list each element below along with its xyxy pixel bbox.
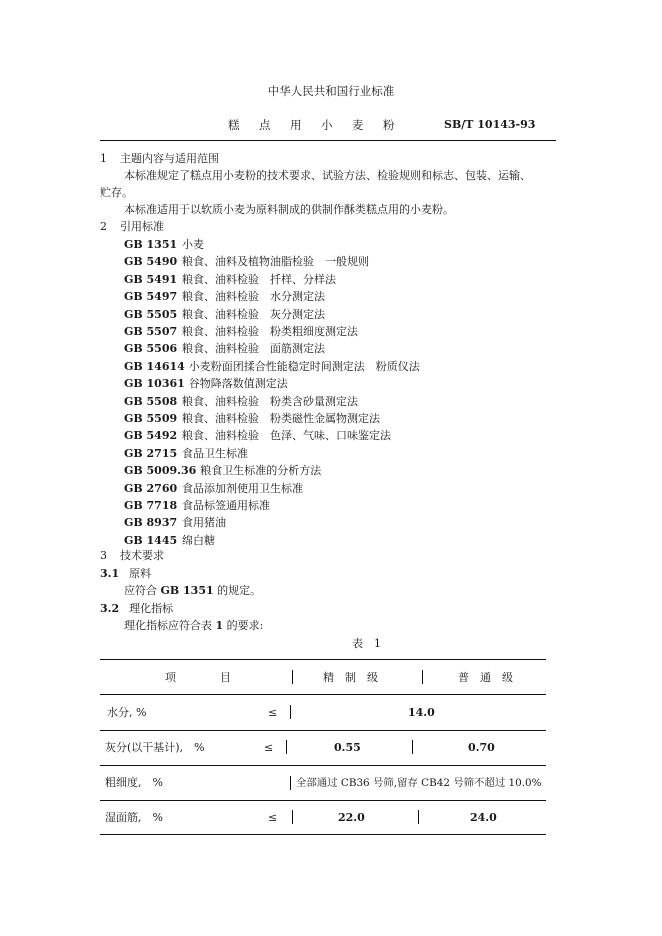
- reference-code: GB 5009.36: [124, 464, 197, 478]
- section-3-1-heading: [100, 567, 151, 581]
- section-3-1-text: 应符合 GB 1351 的规定。: [124, 584, 262, 597]
- reference-code: GB 8937: [124, 516, 178, 530]
- reference-code: GB 5497: [124, 290, 178, 304]
- table-row-operator: ≤: [268, 811, 278, 824]
- standard-name-char: 麦: [352, 118, 364, 132]
- reference-item: [124, 482, 303, 496]
- reference-code: GB 1445: [124, 533, 178, 547]
- section-2-heading: [100, 220, 164, 234]
- section-title: 技术要求: [120, 549, 164, 562]
- reference-item: [124, 238, 204, 252]
- section-number: 3: [100, 549, 107, 562]
- table-rule: [100, 765, 546, 766]
- reference-code: GB 5506: [124, 342, 178, 356]
- table-rule: [100, 659, 546, 660]
- reference-item: [124, 499, 270, 513]
- table-cell-fine: 0.55: [334, 741, 361, 754]
- reference-item: [124, 308, 325, 322]
- reference-item: [124, 377, 288, 391]
- reference-item: [124, 447, 248, 461]
- standard-name-char: 糕: [228, 118, 240, 132]
- reference-code: GB 5509: [124, 412, 178, 425]
- reference-title: 粮食卫生标准的分析方法: [200, 464, 322, 478]
- section-number: 2: [100, 220, 107, 233]
- reference-title: 谷物降落数值测定法: [188, 377, 288, 391]
- reference-item: [124, 395, 358, 409]
- standard-name-char: 用: [290, 118, 302, 132]
- reference-code: GB 14614: [124, 359, 185, 373]
- reference-code: GB 10361: [124, 377, 185, 391]
- table-caption: 表 1: [352, 637, 381, 650]
- table-row-operator: ≤: [268, 706, 278, 719]
- reference-item: [124, 464, 321, 478]
- table-row-item: 粗细度, %: [105, 776, 163, 789]
- reference-title: 小麦: [182, 238, 204, 251]
- reference-item: [124, 342, 325, 356]
- reference-item: [124, 255, 369, 269]
- document-org-title: 中华人民共和国行业标准: [267, 84, 395, 98]
- section-title: 主题内容与适用范围: [120, 152, 219, 165]
- reference-title: 粮食、油料检验 粉类磁性金属物测定法: [182, 412, 380, 425]
- reference-title: 食品标签通用标准: [182, 499, 270, 512]
- reference-item: [124, 273, 336, 287]
- reference-title: 粮食、油料检验 水分测定法: [182, 290, 325, 304]
- table-rule: [100, 800, 546, 801]
- reference-code: GB 5492: [124, 429, 178, 443]
- table-cell-merged: 全部通过 CB36 号筛,留存 CB42 号筛不超过 10.0%: [296, 777, 542, 789]
- table-rule: [100, 730, 546, 731]
- section-1-heading: [100, 152, 219, 166]
- reference-title: 粮食、油料检验 粉类含砂量测定法: [182, 394, 358, 408]
- reference-title: 粮食、油料及植物油脂检验 一般规则: [182, 255, 369, 269]
- table-cell-fine: 22.0: [338, 811, 365, 824]
- reference-title: 小麦粉面团揉合性能稳定时间测定法 粉质仪法: [188, 359, 420, 373]
- section-3-2-heading: [100, 602, 173, 616]
- table-row-operator: ≤: [264, 741, 274, 754]
- table-rule: [100, 694, 546, 695]
- subsection-title: 原料: [129, 567, 152, 580]
- table-cell-normal: 0.70: [468, 741, 495, 754]
- reference-code: GB 5507: [124, 325, 178, 338]
- standard-name-char: 小: [321, 118, 333, 132]
- reference-item: [124, 360, 420, 374]
- reference-code: GB 2760: [124, 481, 178, 495]
- subsection-number: 3.1: [100, 567, 120, 580]
- reference-title: 绵白糖: [182, 533, 215, 547]
- standard-name-char: 点: [259, 118, 271, 132]
- reference-item: [124, 516, 226, 530]
- table-cell-normal: 24.0: [470, 811, 497, 824]
- section-3-2-text: 理化指标应符合表 1 的要求:: [124, 619, 264, 632]
- reference-title: 食用猪油: [182, 516, 226, 530]
- table-header-item: 项 目: [165, 671, 231, 684]
- standard-code: SB/T 10143-93: [444, 118, 536, 131]
- reference-title: 粮食、油料检验 扦样、分样法: [182, 272, 336, 286]
- table-cell-merged: 14.0: [408, 706, 435, 719]
- reference-title: 粮食、油料检验 面筋测定法: [182, 342, 325, 356]
- reference-item: [124, 412, 380, 426]
- reference-code: GB 2715: [124, 446, 178, 460]
- reference-title: 粮食、油料检验 色泽、气味、口味鉴定法: [182, 429, 391, 443]
- section-1-para2: 本标准适用于以软质小麦为原料制成的供制作酥类糕点用的小麦粉。: [124, 203, 454, 216]
- reference-code: GB 7718: [124, 499, 178, 512]
- table-row-item: 水分, %: [107, 706, 147, 719]
- reference-code: GB 5508: [124, 394, 178, 408]
- reference-item: [124, 290, 325, 304]
- subsection-title: 理化指标: [129, 602, 174, 615]
- table-header-fine-grade: 精 制 级: [323, 671, 378, 684]
- reference-title: 粮食、油料检验 粉类粗细度测定法: [182, 325, 358, 338]
- table-row-item: 灰分(以干基计), %: [105, 741, 205, 754]
- reference-code: GB 5505: [124, 307, 178, 321]
- reference-item: [124, 429, 391, 443]
- section-1-para1-line2: 贮存。: [100, 186, 133, 199]
- reference-item: [124, 534, 215, 548]
- section-title: 引用标准: [120, 220, 164, 233]
- header-rule: [100, 140, 556, 141]
- reference-title: 粮食、油料检验 灰分测定法: [182, 307, 325, 321]
- section-number: 1: [100, 152, 107, 165]
- section-1-para1-line1: 本标准规定了糕点用小麦粉的技术要求、试验方法、检验规则和标志、包装、运输、: [124, 169, 531, 182]
- reference-code: GB 1351: [124, 238, 178, 251]
- reference-title: 食品添加剂使用卫生标准: [182, 481, 303, 495]
- reference-title: 食品卫生标准: [182, 446, 248, 460]
- reference-code: GB 5491: [124, 272, 178, 286]
- subsection-number: 3.2: [100, 602, 120, 615]
- table-header-normal-grade: 普 通 级: [458, 671, 513, 684]
- standard-name: [228, 118, 414, 132]
- reference-code: GB 5490: [124, 255, 178, 269]
- reference-item: [124, 325, 358, 339]
- table-row-item: 湿面筋, %: [105, 811, 163, 824]
- standard-name-char: 粉: [383, 118, 395, 132]
- table-rule: [100, 834, 546, 835]
- section-3-heading: [100, 549, 164, 563]
